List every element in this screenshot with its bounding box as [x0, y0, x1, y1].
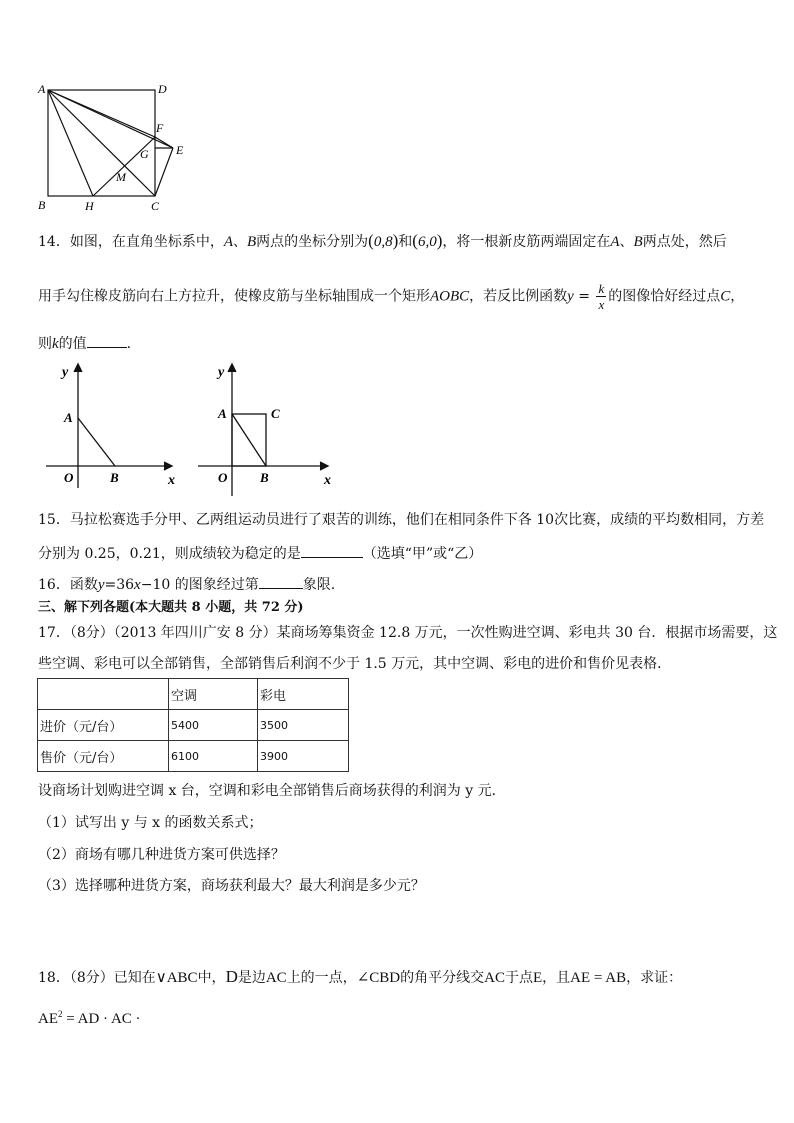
svg-text:C: C [271, 406, 280, 421]
section-3-heading: 三、解下列各题(本大题共 8 小题，共 72 分) [38, 600, 304, 615]
q17-line-3: 设商场计划购进空调 x 台，空调和彩电全部销售后商场获得的利润为 y 元． [38, 783, 506, 799]
label-b: B [38, 198, 46, 212]
segment-ah [48, 90, 93, 196]
figure-14a-axes [40, 358, 190, 493]
q18-line-2: $AE^2$ = AD · AC · [38, 1009, 141, 1027]
table-row: 进价（元/台） 5400 3500 [38, 710, 349, 741]
segment-ab [232, 414, 266, 466]
svg-text:O: O [218, 470, 228, 485]
label-e: E [176, 143, 184, 157]
price-table [37, 678, 349, 772]
segment-ae [48, 90, 173, 148]
q15-line-2: 分别为 0.25，0.21，则成绩较为稳定的是 （选填“甲”或“乙） [38, 543, 482, 563]
q17-line-2: 些空调、彩电可以全部销售，全部销售后利润不少于 1.5 万元，其中空调、彩电的进价和售价见表格． [38, 656, 672, 672]
label-d: D [158, 82, 167, 96]
svg-text:y: y [62, 365, 69, 380]
label-h: H [85, 199, 94, 213]
svg-text:A: A [64, 410, 73, 425]
q14-line-2: 用手勾住橡皮筋向右上方拉升，使橡皮筋与坐标轴围成一个矩形AOBC，若反比例函数y = $\frac{k}{x}$ 的图像恰好经过点C， [38, 281, 745, 312]
svg-text:B: B [260, 470, 269, 485]
q16-line: 16．函数y=36x−10 的图象经过第 象限. [38, 574, 335, 594]
segment-fe [155, 137, 173, 148]
svg-text:B: B [110, 470, 119, 485]
q17-sub-1: （1）试写出 y 与 x 的函数关系式； [38, 815, 263, 831]
svg-text:O: O [64, 470, 74, 485]
segment-ce [155, 148, 173, 196]
svg-text:x: x [324, 473, 331, 488]
q14-line-3: 则k的值 . [38, 333, 131, 353]
q17-sub-2: （2）商场有哪几种进货方案可供选择？ [38, 847, 285, 863]
answer-blank-q15[interactable] [301, 543, 363, 558]
label-m: M [116, 170, 126, 184]
answer-blank-q16[interactable] [259, 574, 303, 589]
answer-blank-q14[interactable] [87, 333, 127, 348]
svg-text:y: y [218, 365, 225, 380]
svg-text:A: A [218, 406, 227, 421]
label-g: G [140, 147, 149, 161]
segment-ab [78, 418, 115, 466]
q17-line-1: 17．（8分）（2013 年四川广安 8 分）某商场筹集资金 12.8 万元，一次性购进空调、彩电共 30 台．根据市场需要，这 [38, 625, 778, 641]
label-c: C [151, 199, 160, 213]
label-a: A [38, 82, 46, 96]
q18-line-1: 18．（8分）已知在∨ABC中，D是边AC上的一点，∠CBD的角平分线交AC于点E，且AE = AB，求证： [38, 967, 683, 986]
fraction-k-over-x: $\frac{k}{x}$ [598, 281, 605, 312]
figure-13-square [30, 80, 200, 215]
label-f: F [156, 121, 164, 135]
table-row: 售价（元/台） 6100 3900 [38, 741, 349, 772]
svg-text:x: x [168, 473, 175, 488]
q14-line-1: 14．如图，在直角坐标系中，A、B两点的坐标分别为(0,8)和(6,0)，将一根新皮筋两端固定在A、B两点处，然后 [38, 231, 727, 250]
q17-sub-3: （3）选择哪种进货方案，商场获利最大？最大利润是多少元？ [38, 878, 425, 894]
table-row: 空调 彩电 [38, 679, 349, 710]
figure-14b-rectangle [192, 358, 342, 498]
q15-line-1: 15．马拉松赛选手分甲、乙两组运动员进行了艰苦的训练，他们在相同条件下各 10次比赛，成绩的平均数相同，方差 [38, 512, 765, 528]
segment-ac [48, 90, 155, 196]
